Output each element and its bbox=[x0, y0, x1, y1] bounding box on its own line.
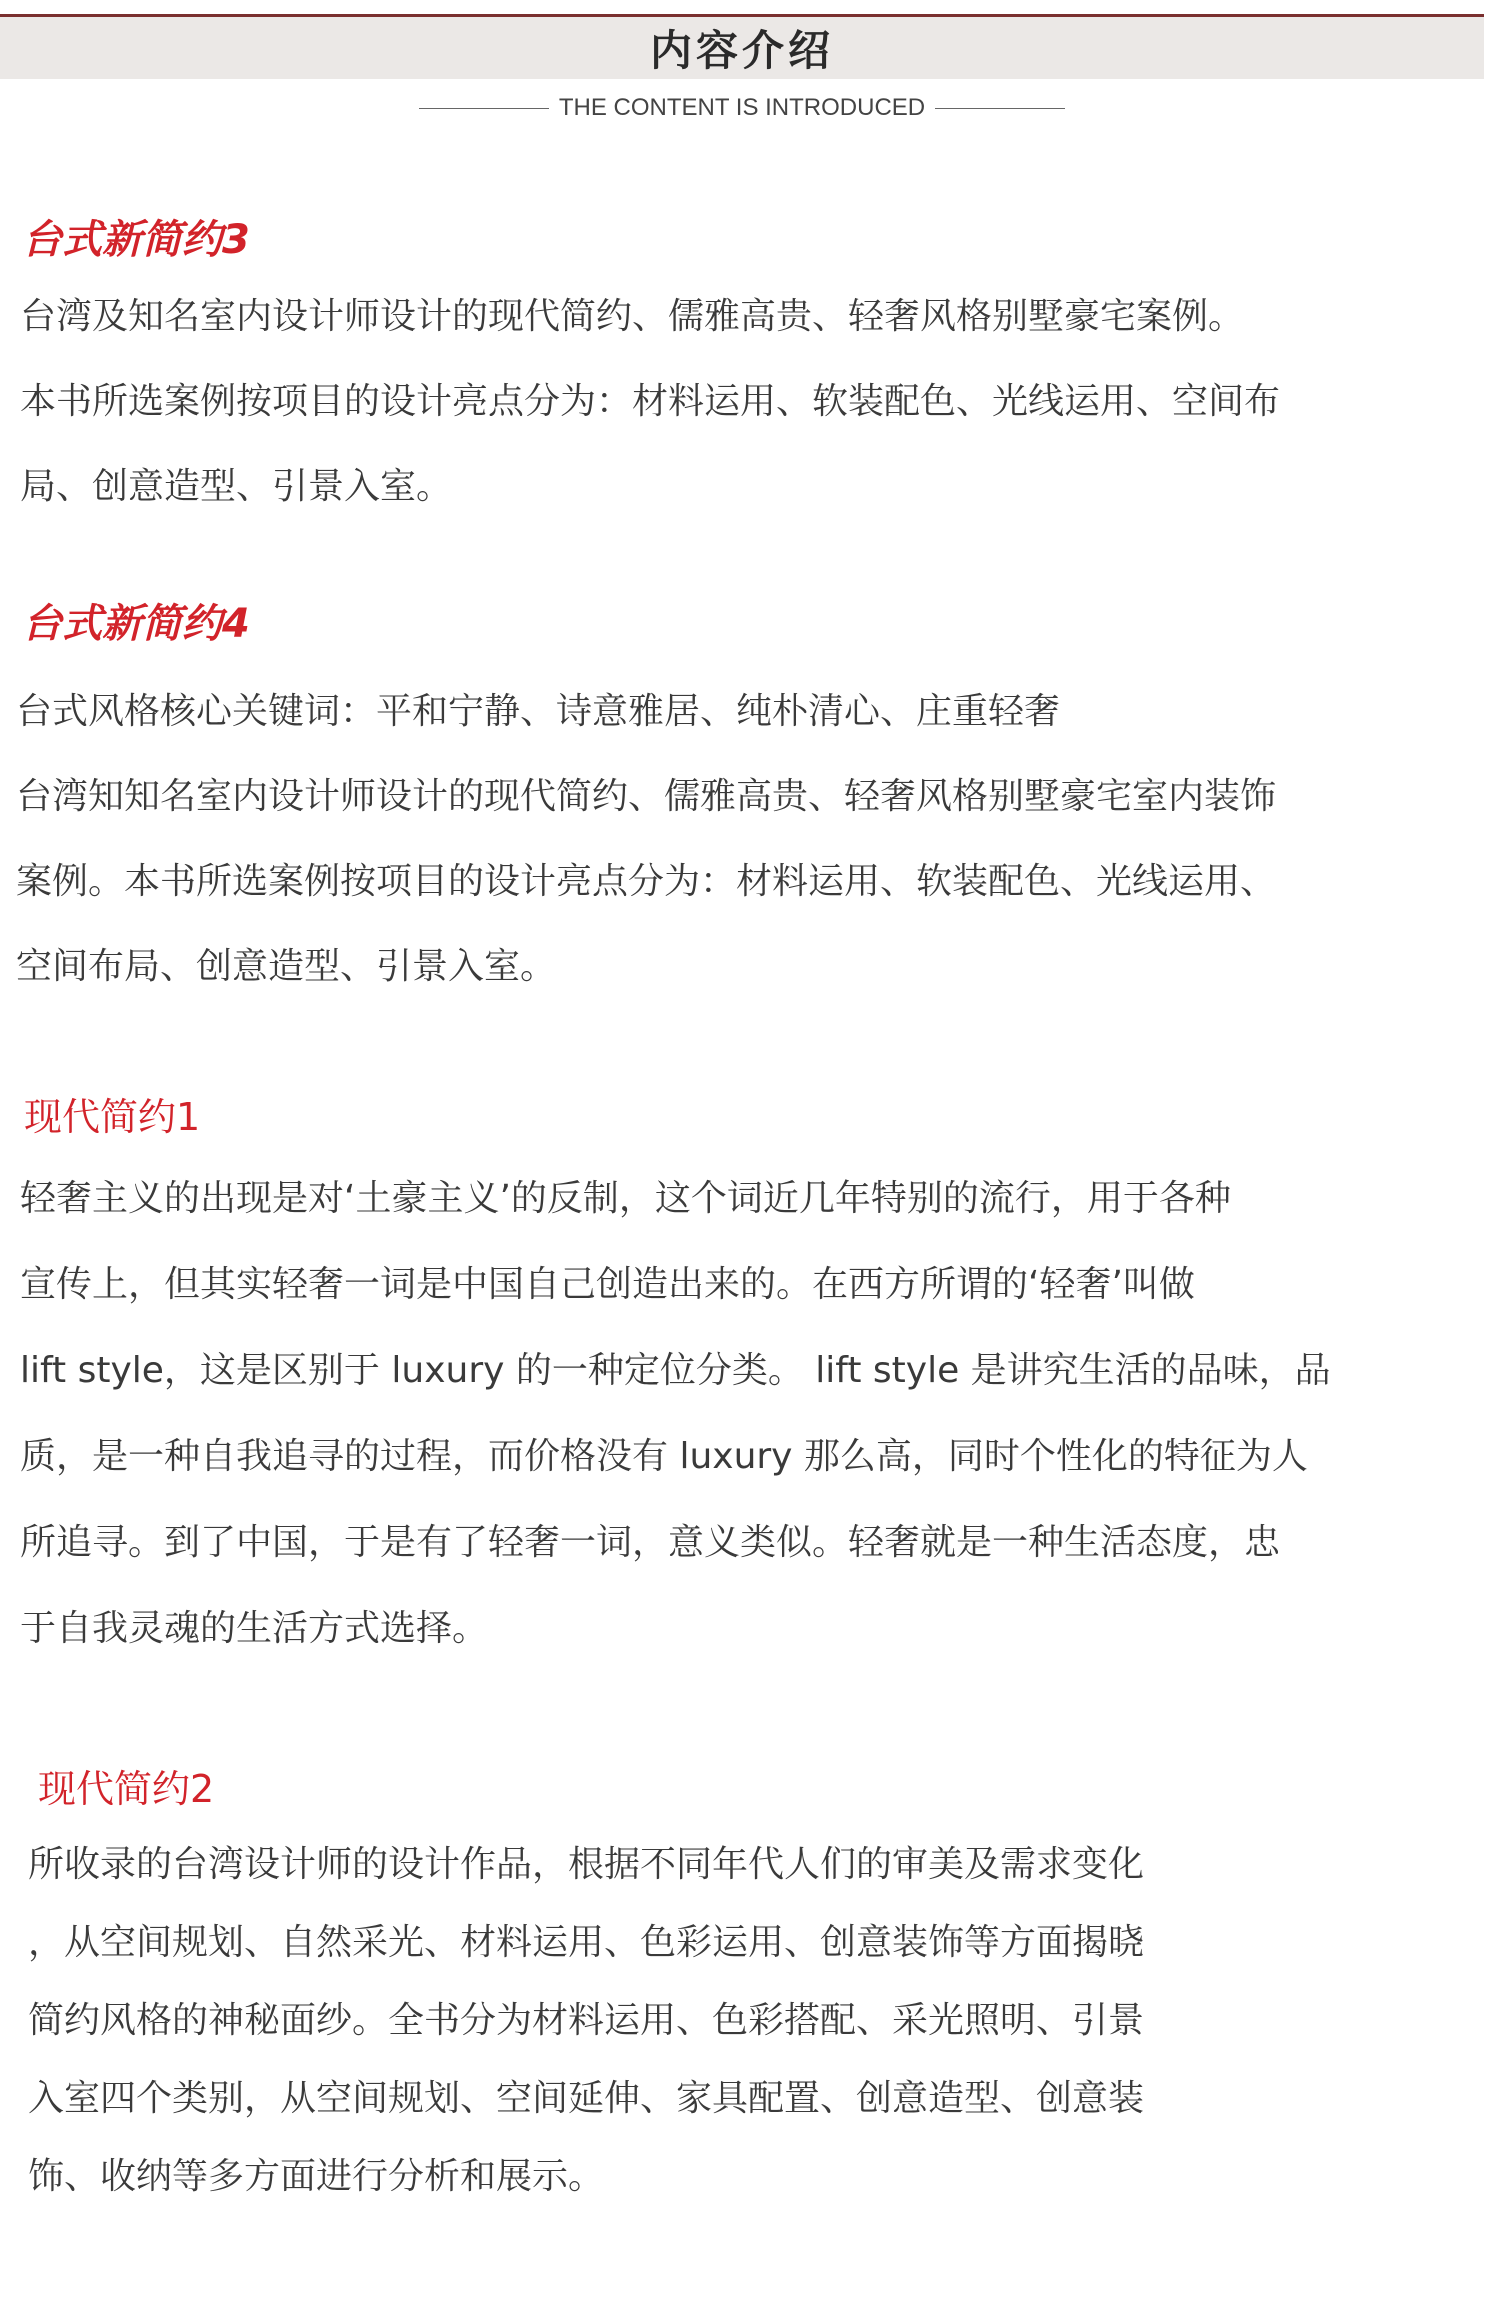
paragraph-line: 简约风格的神秘面纱。全书分为材料运用、色彩搭配、采光照明、引景 bbox=[28, 2000, 1145, 2041]
paragraph-line: 本书所选案例按项目的设计亮点分为：材料运用、软装配色、光线运用、空间布 bbox=[20, 381, 1281, 422]
paragraph-line: 台式风格核心关键词：平和宁静、诗意雅居、纯朴清心、庄重轻奢 bbox=[16, 691, 1061, 732]
page-title: 内容介绍 bbox=[649, 26, 834, 75]
paragraph-line: 所追寻。到了中国，于是有了轻奢一词，意义类似。轻奢就是一种生活态度，忠 bbox=[20, 1522, 1281, 1563]
paragraph-line: 轻奢主义的出现是对‘土豪主义’的反制，这个词近几年特别的流行，用于各种 bbox=[20, 1178, 1231, 1219]
paragraph-line: 台湾及知名室内设计师设计的现代简约、儒雅高贵、轻奢风格别墅豪宅案例。 bbox=[20, 296, 1245, 337]
subtitle-left-divider bbox=[419, 108, 549, 109]
paragraph-line: 饰、收纳等多方面进行分析和展示。 bbox=[28, 2156, 605, 2197]
paragraph-line: lift style，这是区别于 luxury 的一种定位分类。 lift style 是讲究生活的品味，品 bbox=[20, 1350, 1331, 1391]
paragraph-line: 所收录的台湾设计师的设计作品，根据不同年代人们的审美及需求变化 bbox=[28, 1844, 1145, 1885]
header-band bbox=[0, 17, 1484, 79]
section-title: 现代简约2 bbox=[38, 1767, 215, 1811]
page-subtitle: THE CONTENT IS INTRODUCED bbox=[558, 94, 926, 121]
section-title: 台式新简约4 bbox=[22, 601, 250, 647]
paragraph-line: 案例。本书所选案例按项目的设计亮点分为：材料运用、软装配色、光线运用、 bbox=[16, 861, 1277, 902]
subtitle-row bbox=[0, 90, 1484, 126]
paragraph-line: 空间布局、创意造型、引景入室。 bbox=[16, 946, 557, 987]
paragraph-line: 质，是一种自我追寻的过程，而价格没有 luxury 那么高，同时个性化的特征为人 bbox=[20, 1436, 1308, 1477]
paragraph-line: 台湾知知名室内设计师设计的现代简约、儒雅高贵、轻奢风格别墅豪宅室内装饰 bbox=[16, 776, 1277, 817]
paragraph-line: 局、创意造型、引景入室。 bbox=[20, 466, 453, 507]
paragraph-line: ，从空间规划、自然采光、材料运用、色彩运用、创意装饰等方面揭晓 bbox=[28, 1922, 1145, 1963]
paragraph-line: 于自我灵魂的生活方式选择。 bbox=[20, 1608, 489, 1649]
paragraph-line: 入室四个类别，从空间规划、空间延伸、家具配置、创意造型、创意装 bbox=[28, 2078, 1145, 2119]
section-title: 现代简约1 bbox=[24, 1095, 201, 1139]
paragraph-line: 宣传上，但其实轻奢一词是中国自己创造出来的。在西方所谓的‘轻奢’叫做 bbox=[20, 1264, 1195, 1305]
section-title: 台式新简约3 bbox=[22, 217, 250, 263]
subtitle-right-divider bbox=[935, 108, 1065, 109]
